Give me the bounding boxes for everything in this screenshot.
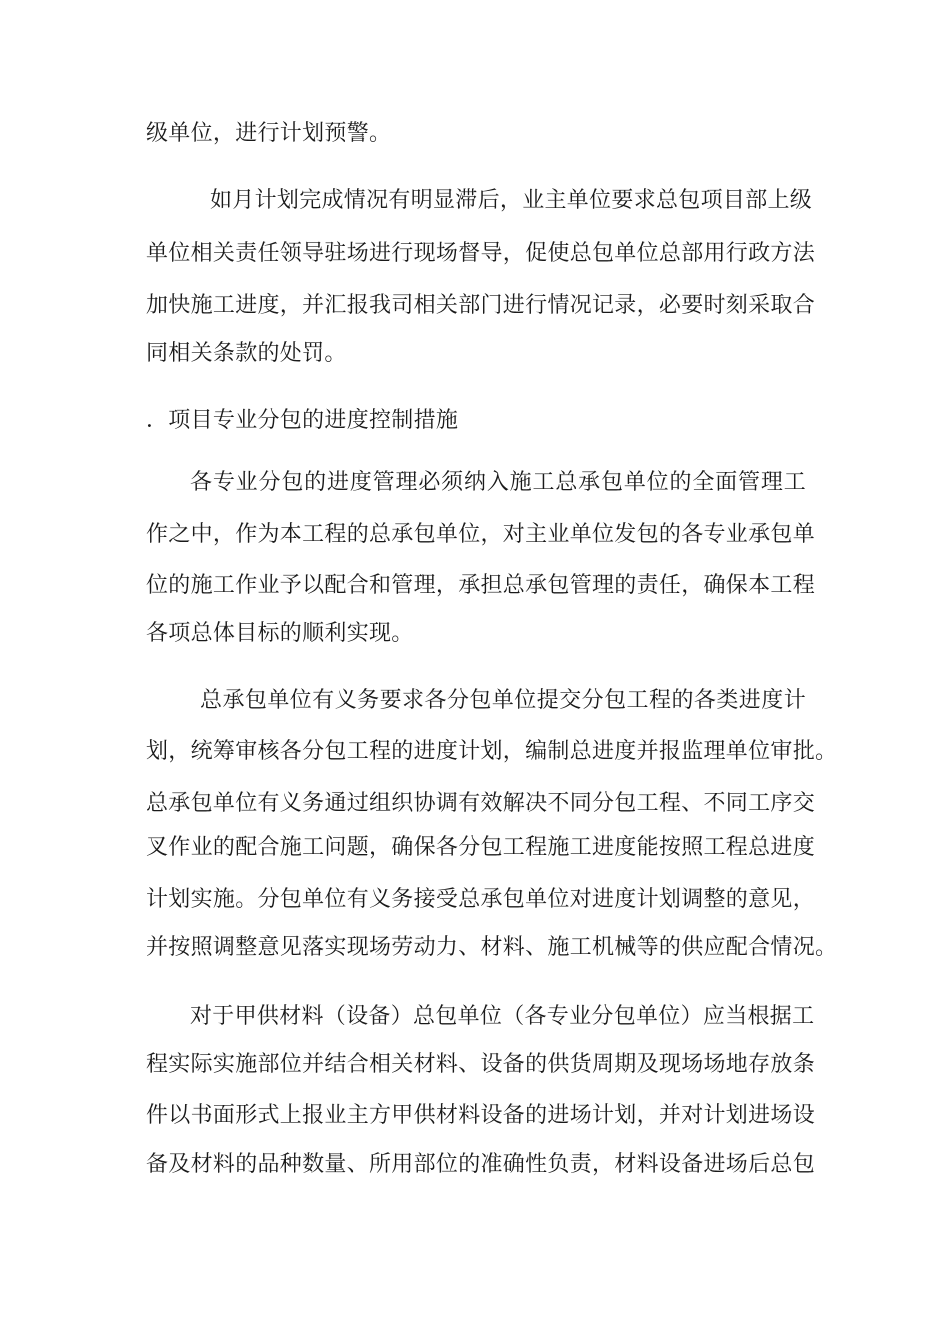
paragraph-line: 同相关条款的处罚。 — [146, 341, 347, 366]
paragraph-line: 级单位，进行计划预警。 — [146, 121, 392, 146]
paragraph-line: 程实际实施部位并结合相关材料、设备的供货周期及现场场地存放条 — [146, 1052, 816, 1077]
paragraph-line: 备及材料的品种数量、所用部位的准确性负责，材料设备进场后总包 — [146, 1152, 816, 1177]
paragraph-line: 各项总体目标的顺利实现。 — [146, 621, 414, 646]
paragraph-line: 对于甲供材料（设备）总包单位（各专业分包单位）应当根据工 — [190, 1004, 815, 1029]
section-heading: ．项目专业分包的进度控制措施 — [146, 408, 459, 433]
paragraph-line: 作之中，作为本工程的总承包单位，对主业单位发包的各专业承包单 — [146, 522, 816, 547]
paragraph-line: 加快施工进度，并汇报我司相关部门进行情况记录，必要时刻采取合 — [146, 293, 816, 318]
paragraph-line: 叉作业的配合施工问题，确保各分包工程施工进度能按照工程总进度 — [146, 835, 816, 860]
paragraph-line: 如月计划完成情况有明显滞后，业主单位要求总包项目部上级 — [210, 188, 813, 213]
paragraph-line: 并按照调整意见落实现场劳动力、材料、施工机械等的供应配合情况。 — [146, 935, 838, 960]
paragraph-line: 各专业分包的进度管理必须纳入施工总承包单位的全面管理工 — [190, 470, 806, 495]
paragraph-line: 总承包单位有义务要求各分包单位提交分包工程的各类进度计 — [200, 688, 806, 713]
paragraph-line: 位的施工作业予以配合和管理，承担总承包管理的责任，确保本工程 — [146, 573, 816, 598]
paragraph-line: 件以书面形式上报业主方甲供材料设备的进场计划，并对计划进场设 — [146, 1103, 816, 1128]
paragraph-line: 划，统筹审核各分包工程的进度计划，编制总进度并报监理单位审批。 — [146, 739, 838, 764]
paragraph-line: 计划实施。分包单位有义务接受总承包单位对进度计划调整的意见， — [146, 887, 816, 912]
paragraph-line: 总承包单位有义务通过组织协调有效解决不同分包工程、不同工序交 — [146, 791, 816, 816]
paragraph-line: 单位相关责任领导驻场进行现场督导，促使总包单位总部用行政方法 — [146, 241, 816, 266]
